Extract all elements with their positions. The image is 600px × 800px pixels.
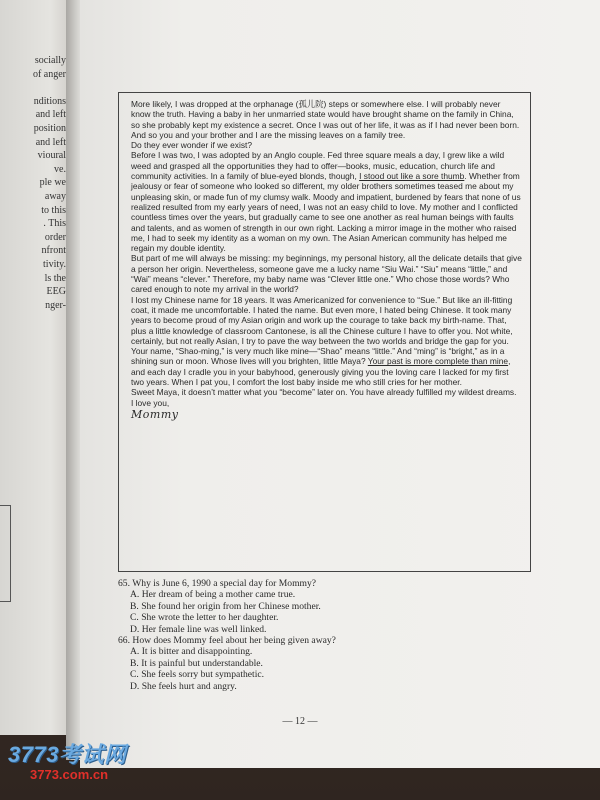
letter-body bbox=[131, 99, 522, 408]
left-page-line: of anger bbox=[32, 68, 66, 80]
left-page-line: nger- bbox=[45, 299, 66, 311]
left-page-line bbox=[0, 81, 66, 95]
left-page-line: . This bbox=[43, 218, 66, 230]
left-page-line: and left bbox=[35, 136, 66, 148]
question-option: B. It is painful but understandable. bbox=[130, 657, 263, 669]
letter-paragraph: Do they ever wonder if we exist? bbox=[131, 140, 253, 151]
left-page-line: position bbox=[33, 122, 66, 134]
question-option: C. She feels sorry but sympathetic. bbox=[130, 669, 265, 681]
letter-paragraph: But part of me will always be missing: my beginnings, my personal history, all the delicate details that give a person her origin. Nevertheless, someone gave me a lucky name “Siu Wai.” “Siu” means “little,” and “Wai” means “clever.” Therefore, my baby name was “Clever little one.” Who chose those words? Who cared enough to note my arrival in the world? bbox=[131, 253, 522, 295]
left-page bbox=[0, 0, 72, 735]
left-page-line: socially bbox=[34, 55, 66, 66]
watermark-url: 3773.com.cn bbox=[30, 767, 109, 782]
question-stem: 66. How does Mommy feel about her being given away? bbox=[118, 635, 336, 647]
question-option: A. Her dream of being a mother came true. bbox=[130, 589, 296, 601]
question-option: D. Her female line was well linked. bbox=[130, 623, 267, 635]
question-option: C. She wrote the letter to her daughter. bbox=[130, 612, 279, 624]
letter-paragraph bbox=[131, 295, 522, 388]
questions-section bbox=[118, 578, 538, 692]
left-page-line: ls the bbox=[44, 272, 66, 284]
left-page-line: to this bbox=[41, 204, 66, 216]
left-page-box bbox=[0, 505, 11, 602]
paragraph-text: Before I was two, I was adopted by an Anglo couple. Fed three square meals a day, I grew like a wild weed and grasped all the opportunities they had to offer—books, music, education, church life and community activities. In a family of blue-eyed blonds, though, bbox=[131, 150, 505, 182]
paragraph-text: . Whether from jealousy or fear of someone who looked so different, my older brothers sometimes teased me about my unpleasing skin, or made fun of my clumsy walk. Moody and impatient, burdened by fears that none of us realized resulted from my early years of need, I was not an easy child to love. My mother and I conflicted countless times over the years, but gradually came to see one another as real human beings with faults and talents, and as women of strength in our own right. Lacking a mirror image in the mother who raised me, I had to seek my identity as a woman on my own. The Asian American community has helped me regain my double identity. bbox=[131, 171, 521, 254]
left-page-line: EEG bbox=[46, 286, 66, 298]
left-page-line: nditions bbox=[33, 95, 66, 107]
question-stem: 65. Why is June 6, 1990 a special day for Mommy? bbox=[118, 578, 317, 589]
question-option: B. She found her origin from her Chinese mother. bbox=[130, 600, 321, 612]
watermark bbox=[8, 738, 178, 794]
letter-box bbox=[118, 92, 531, 572]
left-page-line: tivity. bbox=[43, 258, 66, 270]
left-page-line: ple we bbox=[39, 177, 66, 189]
question-option: D. She feels hurt and angry. bbox=[130, 680, 237, 692]
letter-paragraph: More likely, I was dropped at the orphanage (孤儿院) steps or somewhere else. I will probably never know the truth. Having a baby in her unmarried state would have brought shame on the family in China, so she probably kept my existence a secret. Once I was out of her life, it was as if I had never been born. And so you and your brother and I are the missing leaves on a family tree. bbox=[131, 99, 520, 140]
left-page-line: away bbox=[44, 190, 66, 202]
letter-signature: Mommy bbox=[131, 407, 179, 421]
letter-paragraph bbox=[131, 150, 522, 253]
letter-paragraph: I love you, bbox=[131, 397, 170, 408]
left-page-text bbox=[0, 54, 66, 312]
paragraph-text: I lost my Chinese name for 18 years. It was Americanized for convenience to “Sue.” But like an ill-fitting coat, it made me uncomfortable. I hated the name. But even more, I hated being Chinese. It took many years to become proud of my Asian origin and work up the courage to take back my birth-name. That, plus a little knowledge of classroom Cantonese, is all the Chinese culture I have to offer you. Not white, certainly, but not really Asian, I try to pave the way between the two worlds and bridge the gap for you. Your name, “Shao-ming,” is very much like mine—“Shao” means “little.” And “ming” is “bright,” as in a shining sun or moon. Whose lives will you brighten, little Maya? bbox=[131, 294, 513, 367]
left-page-line: order bbox=[44, 231, 66, 243]
left-page-line: ve. bbox=[54, 163, 66, 175]
watermark-logo: 3773考试网 bbox=[8, 742, 127, 767]
left-page-line: nfront bbox=[41, 245, 66, 257]
letter-paragraph: Sweet Maya, it doesn’t matter what you “become” later on. You have already fulfilled my wildest dreams. bbox=[131, 387, 517, 398]
left-page-line: and left bbox=[35, 109, 66, 121]
left-page-line: vioural bbox=[37, 150, 66, 162]
question-option: A. It is bitter and disappointing. bbox=[130, 646, 253, 658]
paragraph-text: , and each day I cradle you in your babyhood, generously giving you the loving care I lacked for my first two years. When I pat you, I comfort the lost baby inside me who still cries for her mother. bbox=[131, 356, 511, 388]
underlined-phrase: I stood out like a sore thumb bbox=[359, 171, 465, 182]
underlined-phrase: Your past is more complete than mine bbox=[367, 356, 509, 367]
page-number: — 12 — bbox=[282, 716, 318, 727]
